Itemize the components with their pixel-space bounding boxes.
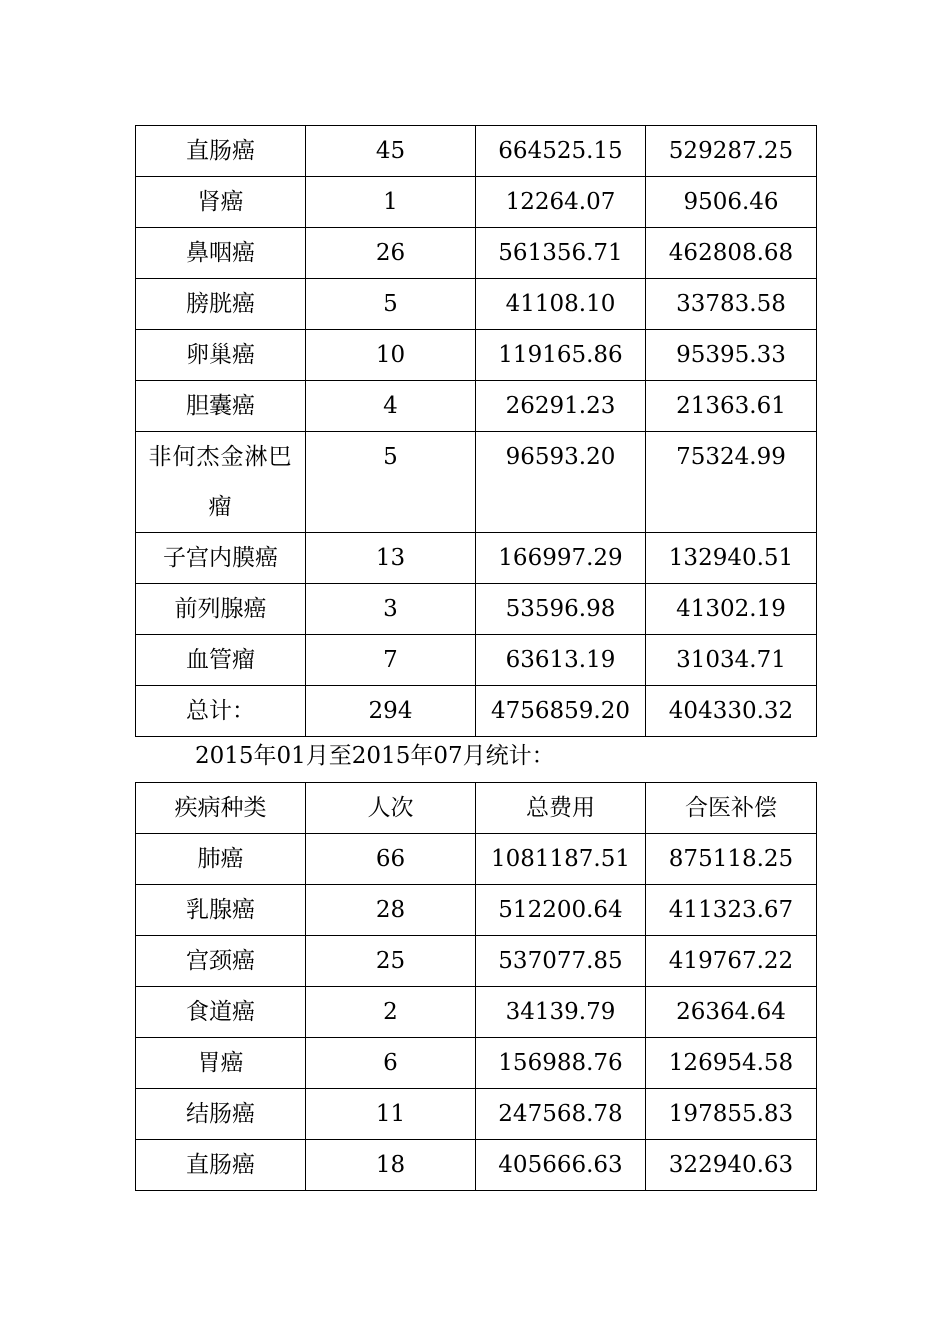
disease-cell: 宫颈癌 [136, 936, 306, 987]
visits-cell: 5 [306, 279, 476, 330]
total-label-cell: 总计： [136, 686, 306, 737]
compensation-cell: 875118.25 [646, 834, 817, 885]
table-row [136, 381, 817, 432]
total-cost-cell: 119165.86 [476, 330, 646, 381]
compensation-cell: 126954.58 [646, 1038, 817, 1089]
visits-cell: 26 [306, 228, 476, 279]
total-row [136, 686, 817, 737]
total-cost-cell: 166997.29 [476, 533, 646, 584]
table-row [136, 1140, 817, 1191]
visits-cell: 6 [306, 1038, 476, 1089]
total-cost-cell: 4756859.20 [476, 686, 646, 737]
compensation-cell: 529287.25 [646, 126, 817, 177]
compensation-cell: 411323.67 [646, 885, 817, 936]
table-row [136, 279, 817, 330]
visits-cell: 7 [306, 635, 476, 686]
compensation-cell: 31034.71 [646, 635, 817, 686]
table-row [136, 1089, 817, 1140]
disease-cell: 直肠癌 [136, 126, 306, 177]
total-cost-cell: 26291.23 [476, 381, 646, 432]
table-row [136, 936, 817, 987]
table-row [136, 834, 817, 885]
visits-cell: 1 [306, 177, 476, 228]
column-header-visits: 人次 [306, 783, 476, 834]
total-cost-cell: 664525.15 [476, 126, 646, 177]
statistics-table-2015 [135, 782, 817, 1191]
total-cost-cell: 63613.19 [476, 635, 646, 686]
disease-cell: 直肠癌 [136, 1140, 306, 1191]
total-cost-cell: 12264.07 [476, 177, 646, 228]
table-row [136, 1038, 817, 1089]
visits-cell: 10 [306, 330, 476, 381]
compensation-cell: 132940.51 [646, 533, 817, 584]
total-cost-cell: 41108.10 [476, 279, 646, 330]
disease-cell: 鼻咽癌 [136, 228, 306, 279]
table-row [136, 432, 817, 533]
disease-cell: 乳腺癌 [136, 885, 306, 936]
table-row [136, 330, 817, 381]
table-row [136, 885, 817, 936]
visits-cell: 294 [306, 686, 476, 737]
compensation-cell: 462808.68 [646, 228, 817, 279]
total-cost-cell: 34139.79 [476, 987, 646, 1038]
visits-cell: 2 [306, 987, 476, 1038]
disease-cell: 血管瘤 [136, 635, 306, 686]
visits-cell: 11 [306, 1089, 476, 1140]
disease-cell: 结肠癌 [136, 1089, 306, 1140]
visits-cell: 18 [306, 1140, 476, 1191]
visits-cell: 13 [306, 533, 476, 584]
total-cost-cell: 1081187.51 [476, 834, 646, 885]
compensation-cell: 9506.46 [646, 177, 817, 228]
compensation-cell: 21363.61 [646, 381, 817, 432]
compensation-cell: 197855.83 [646, 1089, 817, 1140]
disease-cell: 肺癌 [136, 834, 306, 885]
column-header-total-cost: 总费用 [476, 783, 646, 834]
total-cost-cell: 512200.64 [476, 885, 646, 936]
table-header-row [136, 783, 817, 834]
compensation-cell: 75324.99 [646, 432, 817, 533]
compensation-cell: 404330.32 [646, 686, 817, 737]
total-cost-cell: 561356.71 [476, 228, 646, 279]
table-row [136, 533, 817, 584]
visits-cell: 45 [306, 126, 476, 177]
disease-cell: 卵巢癌 [136, 330, 306, 381]
total-cost-cell: 53596.98 [476, 584, 646, 635]
compensation-cell: 33783.58 [646, 279, 817, 330]
compensation-cell: 322940.63 [646, 1140, 817, 1191]
visits-cell: 3 [306, 584, 476, 635]
visits-cell: 5 [306, 432, 476, 533]
disease-cell: 子宫内膜癌 [136, 533, 306, 584]
table-row [136, 177, 817, 228]
statistics-table-continued [135, 125, 817, 737]
compensation-cell: 95395.33 [646, 330, 817, 381]
visits-cell: 66 [306, 834, 476, 885]
table-row [136, 126, 817, 177]
disease-cell: 膀胱癌 [136, 279, 306, 330]
disease-cell: 胆囊癌 [136, 381, 306, 432]
compensation-cell: 419767.22 [646, 936, 817, 987]
total-cost-cell: 156988.76 [476, 1038, 646, 1089]
disease-cell: 前列腺癌 [136, 584, 306, 635]
disease-cell: 胃癌 [136, 1038, 306, 1089]
disease-cell: 食道癌 [136, 987, 306, 1038]
total-cost-cell: 96593.20 [476, 432, 646, 533]
visits-cell: 28 [306, 885, 476, 936]
table-row [136, 987, 817, 1038]
disease-cell: 肾癌 [136, 177, 306, 228]
table-row [136, 635, 817, 686]
section-caption: 2015年01月至2015年07月统计： [195, 743, 555, 769]
table-row [136, 228, 817, 279]
visits-cell: 25 [306, 936, 476, 987]
visits-cell: 4 [306, 381, 476, 432]
total-cost-cell: 405666.63 [476, 1140, 646, 1191]
compensation-cell: 41302.19 [646, 584, 817, 635]
disease-cell: 非何杰金淋巴瘤 [136, 432, 306, 533]
total-cost-cell: 247568.78 [476, 1089, 646, 1140]
total-cost-cell: 537077.85 [476, 936, 646, 987]
column-header-disease: 疾病种类 [136, 783, 306, 834]
compensation-cell: 26364.64 [646, 987, 817, 1038]
column-header-compensation: 合医补偿 [646, 783, 817, 834]
table-row [136, 584, 817, 635]
